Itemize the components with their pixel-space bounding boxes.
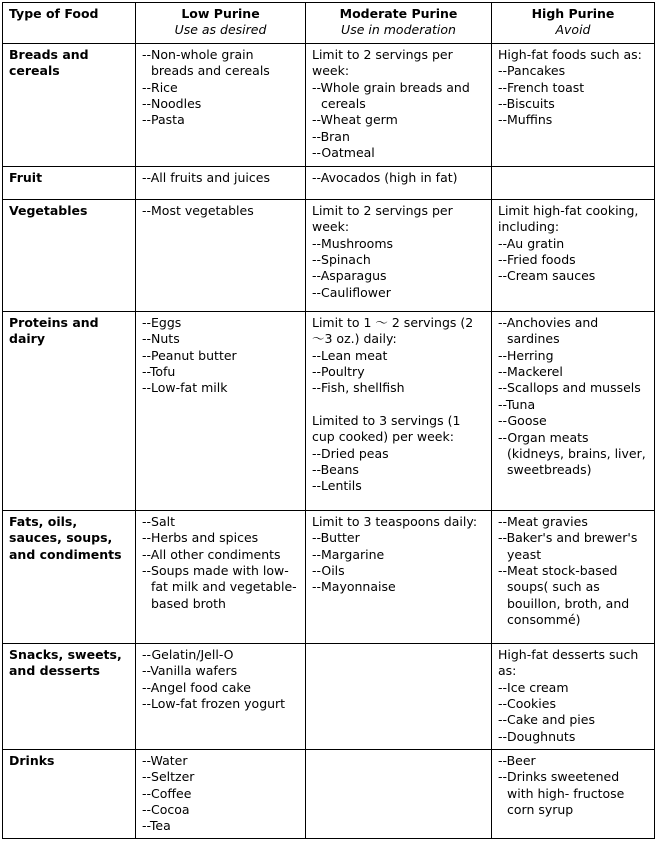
low-purine-cell	[136, 199, 306, 311]
moderate-purine-cell	[306, 43, 492, 166]
category-cell	[3, 43, 136, 166]
food-item: --Rice	[142, 79, 178, 95]
food-item: --Anchovies and sardines	[498, 314, 599, 347]
cell-note: Limit to 2 servings per week:	[312, 46, 453, 79]
food-item: --Most vegetables	[142, 202, 254, 218]
purine-food-table	[2, 2, 655, 839]
food-item: --Cream sauces	[498, 268, 596, 284]
header-low-label: Low Purine	[181, 6, 260, 21]
food-item: --Biscuits	[498, 96, 555, 112]
table-body	[3, 43, 655, 838]
header-moderate-sub: Use in moderation	[341, 22, 456, 38]
food-item: --All fruits and juices	[142, 169, 270, 185]
food-item: --Low-fat frozen yogurt	[142, 696, 286, 712]
food-item: --Salt	[142, 513, 175, 529]
food-item: --Organ meats (kidneys, brains, liver, sweetbreads)	[498, 429, 646, 478]
category-label: Proteins and dairy	[9, 314, 99, 347]
food-item: --Muffins	[498, 112, 553, 128]
table-row	[3, 43, 655, 166]
food-item: --Beans	[312, 462, 359, 478]
header-moderate-purine	[306, 3, 492, 44]
category-label: Fats, oils, sauces, soups, and condiments	[9, 513, 122, 562]
food-item: --All other condiments	[142, 546, 281, 562]
table-row	[3, 311, 655, 510]
header-high-sub: Avoid	[555, 22, 591, 38]
cell-note: High-fat desserts such as:	[498, 646, 639, 679]
food-item: --Eggs	[142, 314, 182, 330]
table-row	[3, 166, 655, 199]
food-item: --Meat gravies	[498, 513, 588, 529]
food-item: --Low-fat milk	[142, 380, 228, 396]
table-row	[3, 643, 655, 749]
low-purine-cell	[136, 510, 306, 643]
header-high-label: High Purine	[531, 6, 615, 21]
food-item: --Bran	[312, 128, 350, 144]
cell-note: Limit to 2 servings per week:	[312, 202, 453, 235]
food-item: --French toast	[498, 79, 585, 95]
food-item: --Fried foods	[498, 252, 576, 268]
food-item: --Peanut butter	[142, 347, 237, 363]
food-item: --Cauliflower	[312, 284, 391, 300]
high-purine-cell	[492, 643, 655, 749]
food-item: --Wheat germ	[312, 112, 398, 128]
cell-spacer	[312, 397, 485, 413]
header-low-purine	[136, 3, 306, 44]
food-item: --Herring	[498, 347, 554, 363]
food-item: --Water	[142, 752, 188, 768]
moderate-purine-cell	[306, 510, 492, 643]
high-purine-cell	[492, 166, 655, 199]
food-item: --Lentils	[312, 478, 362, 494]
food-item: --Mackerel	[498, 364, 563, 380]
table-row	[3, 199, 655, 311]
low-purine-cell	[136, 749, 306, 838]
category-cell	[3, 510, 136, 643]
category-cell	[3, 199, 136, 311]
food-item: --Cookies	[498, 696, 556, 712]
food-item: --Cocoa	[142, 802, 190, 818]
food-item: --Whole grain breads and cereals	[312, 79, 470, 112]
food-item: --Ice cream	[498, 679, 569, 695]
category-label: Snacks, sweets, and desserts	[9, 646, 122, 679]
low-purine-cell	[136, 311, 306, 510]
food-item: --Tea	[142, 818, 171, 834]
moderate-purine-cell	[306, 643, 492, 749]
food-item: --Margarine	[312, 546, 385, 562]
header-high-purine	[492, 3, 655, 44]
food-item: --Poultry	[312, 364, 365, 380]
food-item: --Oils	[312, 563, 345, 579]
category-label: Fruit	[9, 169, 43, 185]
header-type-of-food	[3, 3, 136, 44]
food-item: --Drinks sweetened with high- fructose corn syrup	[498, 769, 625, 818]
food-item: --Butter	[312, 530, 360, 546]
food-item: --Cake and pies	[498, 712, 595, 728]
food-item: --Beer	[498, 752, 536, 768]
high-purine-cell	[492, 749, 655, 838]
food-item: --Lean meat	[312, 347, 388, 363]
food-item: --Gelatin/Jell-O	[142, 646, 234, 662]
food-item: --Doughnuts	[498, 728, 576, 744]
header-moderate-label: Moderate Purine	[339, 6, 458, 21]
category-label: Breads and cereals	[9, 46, 89, 79]
moderate-purine-cell	[306, 166, 492, 199]
food-item: --Tofu	[142, 364, 176, 380]
food-item: --Seltzer	[142, 769, 195, 785]
food-item: --Herbs and spices	[142, 530, 259, 546]
food-item: --Vanilla wafers	[142, 663, 238, 679]
food-item: --Fish, shellfish	[312, 380, 405, 396]
food-item: --Noodles	[142, 96, 202, 112]
food-item: --Baker's and brewer's yeast	[498, 530, 638, 562]
low-purine-cell	[136, 643, 306, 749]
food-item: --Nuts	[142, 331, 180, 347]
food-item: --Au gratin	[498, 235, 565, 251]
food-item: --Oatmeal	[312, 145, 375, 161]
cell-note: Limit to 1 ～ 2 servings (2～3 oz.) daily:	[312, 314, 474, 347]
food-item: --Pasta	[142, 112, 185, 128]
food-item: --Pancakes	[498, 63, 566, 79]
moderate-purine-cell	[306, 199, 492, 311]
food-item: --Dried peas	[312, 445, 389, 461]
high-purine-cell	[492, 311, 655, 510]
high-purine-cell	[492, 510, 655, 643]
header-low-sub: Use as desired	[174, 22, 267, 38]
food-item: --Goose	[498, 413, 547, 429]
cell-note: Limit high-fat cooking, including:	[498, 202, 639, 235]
food-item: --Meat stock-based soups( such as bouillon, broth, and consommé)	[498, 563, 630, 628]
high-purine-cell	[492, 43, 655, 166]
food-item: --Tuna	[498, 396, 536, 412]
cell-note: Limited to 3 servings (1 cup cooked) per week:	[312, 412, 461, 445]
food-item: --Non-whole grain breads and cereals	[142, 46, 270, 79]
food-item: --Soups made with low-fat milk and vegetable-based broth	[142, 563, 297, 611]
header-type-label: Type of Food	[9, 6, 99, 21]
food-item: --Angel food cake	[142, 679, 251, 695]
category-cell	[3, 311, 136, 510]
food-item: --Mushrooms	[312, 235, 394, 251]
low-purine-cell	[136, 166, 306, 199]
category-cell	[3, 166, 136, 199]
moderate-purine-cell	[306, 311, 492, 510]
category-cell	[3, 643, 136, 749]
food-item: --Coffee	[142, 785, 192, 801]
low-purine-cell	[136, 43, 306, 166]
high-purine-cell	[492, 199, 655, 311]
table-row	[3, 749, 655, 838]
cell-note: Limit to 3 teaspoons daily:	[312, 513, 478, 529]
category-label: Drinks	[9, 752, 55, 768]
category-cell	[3, 749, 136, 838]
moderate-purine-cell	[306, 749, 492, 838]
category-label: Vegetables	[9, 202, 88, 218]
food-item: --Asparagus	[312, 268, 387, 284]
food-item: --Scallops and mussels	[498, 380, 641, 396]
cell-note: High-fat foods such as:	[498, 46, 642, 62]
food-item: --Mayonnaise	[312, 579, 396, 595]
food-item: --Avocados (high in fat)	[312, 169, 458, 185]
header-row	[3, 3, 655, 44]
table-row	[3, 510, 655, 643]
food-item: --Spinach	[312, 252, 371, 268]
